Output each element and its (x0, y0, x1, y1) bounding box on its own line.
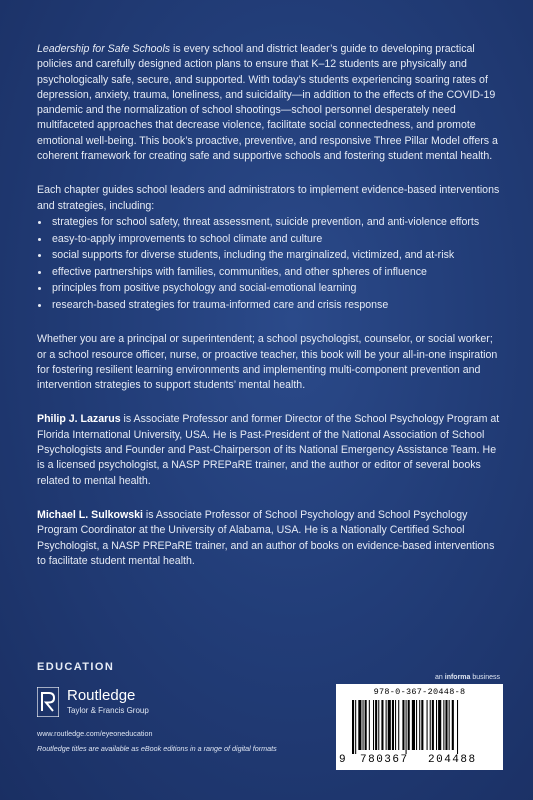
author-bio-sulkowski (37, 508, 503, 569)
audience-paragraph: Whether you are a principal or superintendent; a school psychologist, counselor, or social worker; or a school resource officer, nurse, or proactive teacher, this book will be your all-in-one inspiration for fostering resilient learning environments and implementing multi-component prevention and intervention strategies to support students’ mental health. (37, 333, 498, 392)
list-item: easy-to-apply improvements to school climate and culture (37, 232, 503, 247)
barcode-bar (416, 700, 417, 750)
strategy-list (37, 215, 503, 313)
bullet-icon (38, 238, 41, 241)
author-bio-text: is Associate Professor and former Director of the School Psychology Program at Florida International University, USA. He is Past-President of the National Association of School Psychologists and Founder and Past-Chairperson of its National Emergency Assistance Team. He is a licensed psychologist, a NASP PREPaRE trainer, and the author or editor of several books related to mental health. (37, 413, 500, 487)
informa-business: an informa business (435, 674, 500, 681)
isbn-text: 978-0-367-20448-8 (373, 687, 466, 697)
author-name: Michael L. Sulkowski (37, 508, 143, 521)
category-label: EDUCATION (37, 661, 115, 673)
barcode-bar (378, 700, 379, 750)
barcode-bar (355, 700, 356, 754)
barcode-bar (445, 700, 447, 750)
barcode-bar (427, 700, 428, 750)
barcode-bar (412, 700, 415, 750)
author-bio-lazarus (37, 412, 503, 488)
barcode-bar (388, 700, 391, 750)
publisher-url: www.routledge.com/eyeoneducation (37, 729, 153, 738)
chapters-lead: Each chapter guides school leaders and administrators to implement evidence-based interventions and strategies, including: (37, 184, 500, 212)
intro-paragraph (37, 42, 503, 164)
list-item: effective partnerships with families, communities, and other spheres of influence (37, 265, 503, 280)
barcode-bar (358, 700, 361, 750)
bullet-icon (38, 271, 41, 274)
publisher-name: Routledge (67, 687, 136, 704)
barcode-bar (452, 700, 454, 750)
barcode-bar (369, 700, 370, 750)
intro-body: is every school and district leader’s guide to developing practical policies and carefully designed action plans to ensure that K–12 students are physically and psychologically safe, secure, and supported. With today’s students experiencing soaring rates of depression, anxiety, trauma, loneliness, and suicidality—in addition to the effects of the COVID-19 pandemic and the normalization of school shootings—school personnel desperately need multifaceted approaches that decrease violence, facilitate social connectedness, and promote emotional well-being. This book’s proactive, preventive, and responsive Three Pillar Model offers a coherent framework for creating safe and supportive schools and fostering student mental health. (37, 43, 498, 163)
barcode-bar (392, 700, 394, 750)
barcode-bar (365, 700, 367, 750)
list-item: social supports for diverse students, including the marginalized, victimized, and at-risk (37, 248, 503, 263)
barcode-bar (438, 700, 441, 750)
barcode-bar (419, 700, 420, 750)
barcode-bar (398, 700, 399, 750)
list-item: principles from positive psychology and social-emotional learning (37, 281, 503, 296)
list-item: research-based strategies for trauma-informed care and crisis response (37, 298, 503, 313)
barcode-bar (406, 700, 407, 754)
barcode-bars (348, 700, 494, 754)
barcode-bar (375, 700, 377, 750)
barcode-bar (386, 700, 387, 750)
back-cover-text (37, 42, 503, 588)
barcode-bar (408, 700, 410, 750)
barcode-bar (402, 700, 404, 750)
list-item: strategies for school safety, threat assessment, suicide prevention, and anti-violence efforts (37, 215, 503, 230)
bullet-icon (38, 221, 41, 224)
author-bio-text: is Associate Professor of School Psychology and School Psychology Program Coordinator at the University of Alabama, USA. He is a Nationally Certified School Psychologist, a NASP PREPaRE trainer, and an author of books on evidence-based interventions to facilitate student mental health. (37, 508, 495, 567)
barcode-bar (352, 700, 354, 754)
barcode-bar (373, 700, 374, 750)
bullet-icon (38, 287, 41, 290)
barcode-bar (381, 700, 383, 750)
barcode-bar (363, 700, 364, 750)
barcode-bar (457, 700, 458, 754)
barcode-bar (430, 700, 431, 750)
publisher-group: Taylor & Francis Group (67, 706, 149, 715)
barcode-bar (421, 700, 423, 750)
author-name: Philip J. Lazarus (37, 413, 121, 426)
book-title: Leadership for Safe Schools (37, 43, 171, 55)
barcode-bar (443, 700, 444, 750)
barcode-bar (395, 700, 396, 750)
isbn-barcode: 978-0-367-20448-8 9 780367 204488 (336, 684, 503, 770)
barcode-bar (432, 700, 434, 750)
barcode-bar (449, 700, 450, 750)
bullet-icon (38, 304, 41, 307)
ebook-note: Routledge titles are available as eBook editions in a range of digital formats (37, 744, 277, 753)
routledge-logo (37, 685, 197, 721)
bullet-icon (38, 254, 41, 257)
barcode-bar (436, 700, 437, 750)
routledge-r-icon (37, 687, 59, 717)
